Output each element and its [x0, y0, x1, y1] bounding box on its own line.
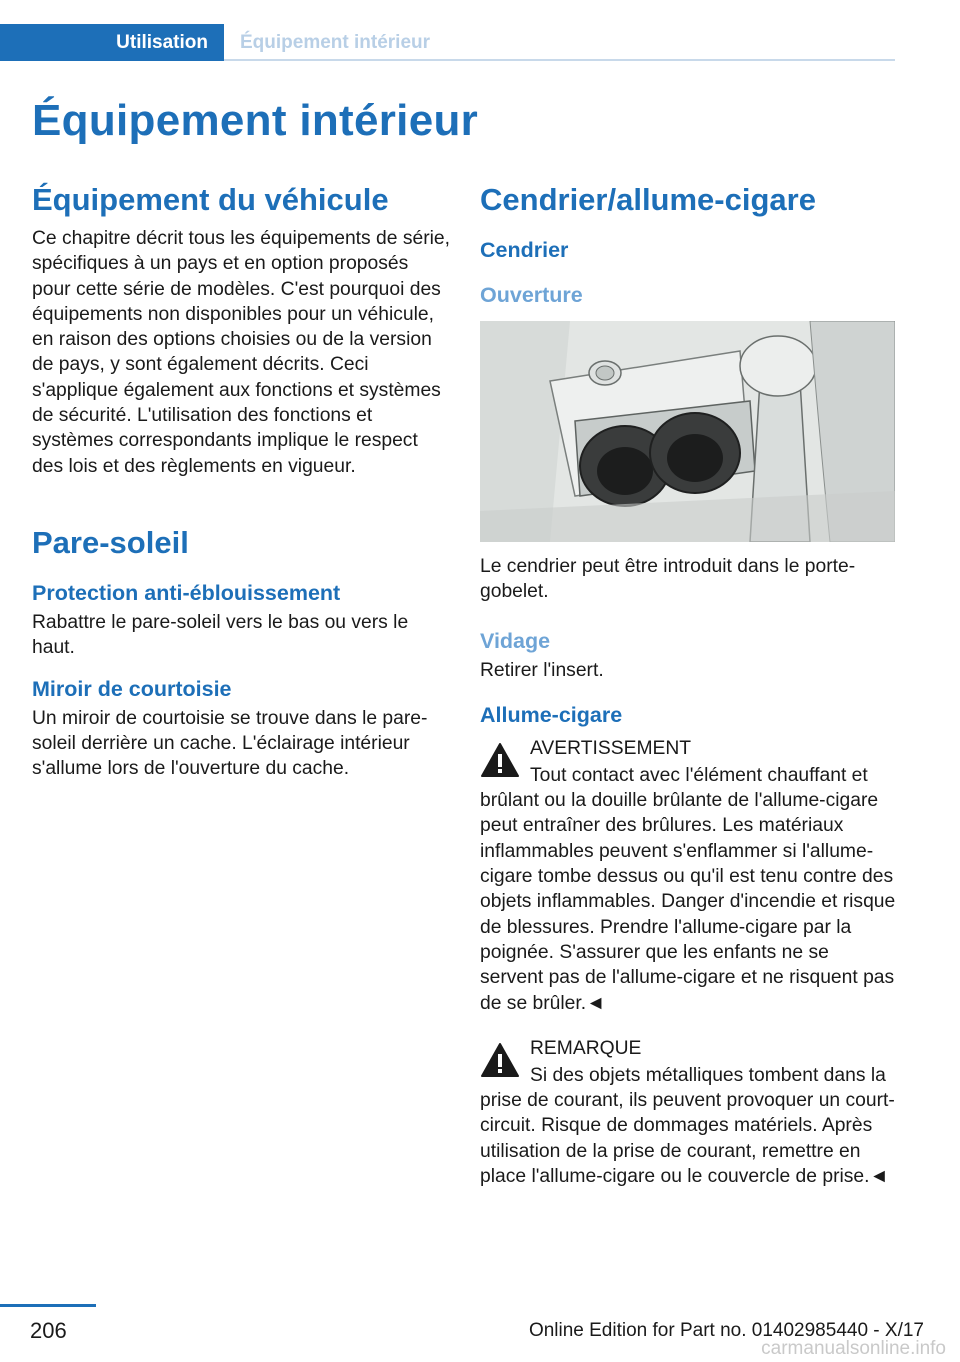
footer-accent-line — [0, 1304, 96, 1307]
subsection-title-miroir: Miroir de courtoisie — [32, 676, 232, 701]
note-title: REMARQUE — [530, 1037, 642, 1059]
subsection-body-anti-eblouissement: Rabattre le pare-soleil vers le bas ou vers le haut. — [32, 611, 409, 659]
warning-block-remarque — [480, 1036, 896, 1189]
tab-underline — [224, 59, 895, 61]
tab-equipement-interieur[interactable]: Équipement intérieur — [240, 32, 431, 53]
section-body-equipement-vehicule: Ce chapitre décrit tous les équipements de série, spécifiques à un pays et en option proposés pour cette série de modèles. C'est pourquoi des équipements non disponibles pour un véhicule, en raison des options choisies ou de la version de pays, y sont également décrits. Ceci s'applique également aux fonctions et systèmes de sécurité. L'utilisation des fonctions et systèmes correspondants implique le respect des lois et des règlements en vigueur. — [32, 228, 450, 477]
warning-block-avertissement — [480, 736, 896, 1016]
page-number: 206 — [30, 1318, 67, 1343]
subsection-body-miroir: Un miroir de courtoisie se trouve dans le pare-soleil derrière un cache. L'éclairage intérieur s'allume lors de l'ouverture du cache. — [32, 707, 428, 780]
vidage-body: Retirer l'insert. — [480, 659, 604, 681]
warning-body: Tout contact avec l'élément chauffant et brûlant ou la douille brûlante de l'allume-cigare peut entraîner des brûlures. Les matériaux inflammables peuvent s'enflammer si l'allume-cigare tombe dessus ou qu'il est tenu contre des objets inflammables. Danger d'incendie et risque de blessures. Prendre l'allume-cigare par la poignée. S'assurer que les enfants ne se servent pas de l'allume-cigare et ne risquent pas de se brûler.◄ — [480, 764, 896, 1014]
ashtray-photo — [480, 321, 895, 542]
section-title-cendrier-allume-cigare: Cendrier/allume-cigare — [480, 182, 816, 217]
edition-footer: Online Edition for Part no. 01402985440 - X/17 — [528, 1320, 924, 1341]
right-column — [480, 182, 896, 1189]
subsection-title-allume-cigare: Allume-cigare — [480, 702, 623, 727]
warning-triangle-icon — [480, 742, 520, 778]
note-body: Si des objets métalliques tombent dans la prise de courant, ils peuvent provoquer un court-circuit. Risque de dommages matériels. Après utilisation de la prise de courant, remettre en place l'allume-cigare ou le couvercle de prise.◄ — [480, 1064, 895, 1188]
subsection-title-ouverture: Ouverture — [480, 283, 583, 307]
header-tabs — [0, 24, 895, 62]
warning-title: AVERTISSEMENT — [530, 737, 692, 759]
section-title-equipement-vehicule: Équipement du véhicule — [32, 182, 389, 217]
tab-utilisation[interactable]: Utilisation — [0, 24, 224, 61]
left-column — [32, 182, 450, 781]
subsection-title-vidage: Vidage — [480, 628, 551, 653]
ouverture-body: Le cendrier peut être introduit dans le porte-gobelet. — [480, 556, 856, 603]
watermark: carmanualsonline.info — [761, 1338, 946, 1359]
subsection-title-anti-eblouissement: Protection anti-éblouissement — [32, 580, 341, 605]
warning-triangle-icon — [480, 1042, 520, 1078]
page-title: Équipement intérieur — [32, 96, 479, 145]
section-title-pare-soleil: Pare-soleil — [32, 524, 189, 560]
subsection-title-cendrier: Cendrier — [480, 238, 569, 262]
